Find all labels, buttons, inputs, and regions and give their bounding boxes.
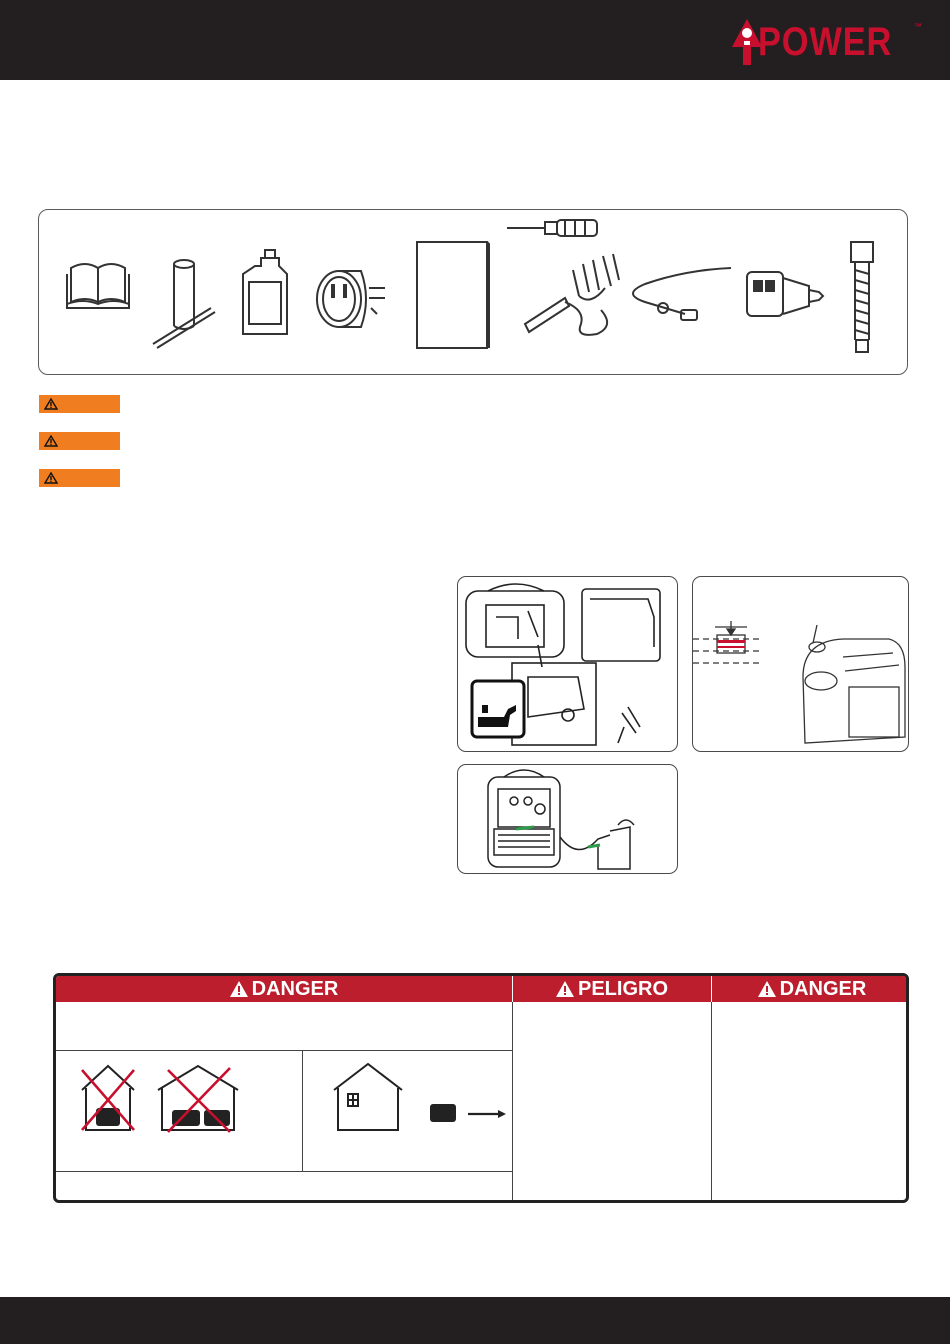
owners-manual-icon [63, 256, 133, 312]
danger-header-text: PELIGRO [577, 977, 668, 1000]
danger-header-es [513, 976, 711, 1002]
divider [56, 1171, 512, 1172]
oil-bottle-icon [239, 248, 291, 338]
brand-word: POWER [757, 19, 893, 64]
propane-hose-icon [625, 262, 737, 330]
danger-header-fr [712, 976, 909, 1002]
warning-triangle-icon [44, 472, 58, 484]
warning-label [39, 432, 120, 450]
divider [56, 1050, 512, 1051]
danger-header-text: DANGER [251, 977, 339, 1000]
warning-triangle-icon [44, 398, 58, 410]
danger-triangle-icon [556, 981, 574, 997]
trademark: ™ [914, 22, 922, 31]
generator-oil-fill-diagram [458, 577, 678, 752]
propane-connection-illustration [457, 764, 678, 874]
no-indoor-use-pictogram [76, 1060, 276, 1134]
oil-level-diagram [693, 577, 909, 752]
danger-triangle-icon [758, 981, 776, 997]
accessories-panel [38, 209, 908, 375]
header-bar [0, 0, 950, 80]
screwdriver-and-dc-cable-icon [505, 214, 625, 340]
usb-car-charger-icon [743, 268, 829, 320]
danger-co-label [53, 973, 909, 1203]
warning-label [39, 395, 120, 413]
footer-bar [0, 1297, 950, 1344]
warning-label [39, 469, 120, 487]
danger-header-en [56, 976, 512, 1002]
outlet-adapter-icon [311, 264, 391, 334]
propane-connection-diagram [458, 765, 678, 874]
booklet-icon [413, 238, 493, 352]
divider [512, 1002, 513, 1203]
spark-plug-wrench-icon [149, 258, 219, 350]
oil-fill-illustration [457, 576, 678, 752]
danger-header-text: DANGER [779, 977, 867, 1000]
oil-level-illustration [692, 576, 909, 752]
danger-triangle-icon [230, 981, 248, 997]
outdoor-use-pictogram [328, 1060, 508, 1134]
divider [302, 1050, 303, 1171]
ipower-logo [732, 16, 922, 68]
warning-triangle-icon [44, 435, 58, 447]
extension-tube-icon [845, 240, 879, 356]
divider [711, 1002, 712, 1203]
